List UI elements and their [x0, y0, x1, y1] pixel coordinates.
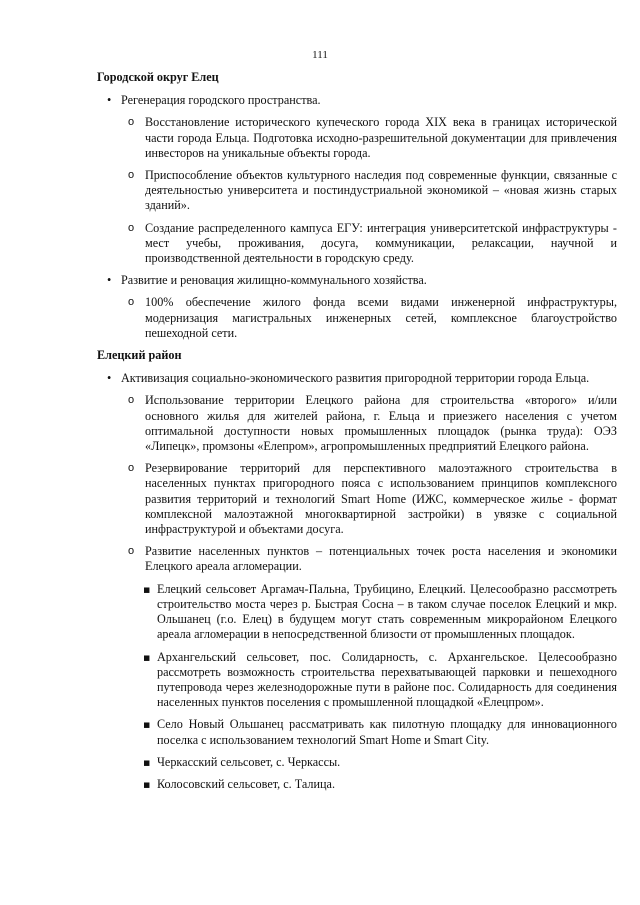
- square-bullet-item: ▪ Село Новый Ольшанец рассматривать как пилотную площадку для инновационного поселка с использованием технологий Smart Home и Smart City.: [97, 717, 617, 747]
- sub-bullet-item: o Резервирование территорий для перспективного малоэтажного строительства в населенных пунктах пригородного пояса с использованием принципов комплексного развития территорий и технологий Smart Home (ИЖС, коммерческое жилье - формат комплексной малоэтажной многоквартирной застройки) в увязке с социальной инфраструктурой и объектами досуга.: [97, 461, 617, 537]
- bullet-item: • Активизация социально-экономического развития пригородной территории города Ельца.: [97, 371, 617, 386]
- section-heading: Городской округ Елец: [97, 70, 219, 84]
- sub-bullet-item: o Приспособление объектов культурного наследия под современные функции, связанные с деятельностью университета и постиндустриальной экономикой – «новая жизнь старых зданий».: [97, 168, 617, 214]
- sub-bullet-item: o Восстановление исторического купеческого города XIX века в границах исторической части города Ельца. Подготовка исходно-разрешительной документации для привлечения инвесторов на уникальные объекты города.: [97, 115, 617, 161]
- square-bullet-item: ▪ Елецкий сельсовет Аргамач-Пальна, Трубицино, Елецкий. Целесообразно рассмотреть строительство моста через р. Быстрая Сосна – в таком случае поселок Елецкий и мкр. Ольшанец (г.о. Елец) в будущем могут стать современным микрорайоном Елецкого ареала агломерации в непосредственной близости от промышленных площадок.: [97, 582, 617, 643]
- sub-bullet-item: o Использование территории Елецкого района для строительства «второго» и/или основного жилья для жителей района, г. Ельца и приезжего населения с учетом оптимальной доступности новых промышленных площадок (рынка труда): ОЭЗ «Липецк», промзоны «Елепром», агропромышленных предприятий Елецкого района.: [97, 393, 617, 454]
- square-bullet-item: ▪ Колосовский сельсовет, с. Талица.: [97, 777, 617, 792]
- bullet-item: • Развитие и реновация жилищно-коммунального хозяйства.: [97, 273, 617, 288]
- square-bullet-item: ▪ Архангельский сельсовет, пос. Солидарность, с. Архангельское. Целесообразно рассмотреть возможность строительства перехватывающей парковки и пешеходного путепровода через железнодорожные пути в районе пос. Солидарность для соединения населенных пунктов поселения с промышленной площадкой «Елецпром».: [97, 650, 617, 711]
- page-number: 111: [312, 49, 328, 61]
- square-bullet-item: ▪ Черкасский сельсовет, с. Черкассы.: [97, 755, 617, 770]
- sub-bullet-item: o Создание распределенного кампуса ЕГУ: интеграция университетской инфраструктуры - мест учебы, проживания, досуга, коммуникации, релаксации, научной и производственной деятельности в городскую среду.: [97, 221, 617, 267]
- bullet-item: • Регенерация городского пространства.: [97, 93, 617, 108]
- document-body: [97, 70, 617, 799]
- sub-bullet-item: o 100% обеспечение жилого фонда всеми видами инженерной инфраструктуры, модернизация магистральных инженерных сетей, комплексное благоустройство пешеходной сети.: [97, 295, 617, 341]
- section-heading: Елецкий район: [97, 348, 182, 363]
- sub-bullet-item: o Развитие населенных пунктов – потенциальных точек роста населения и экономики Елецкого ареала агломерации.: [97, 544, 617, 574]
